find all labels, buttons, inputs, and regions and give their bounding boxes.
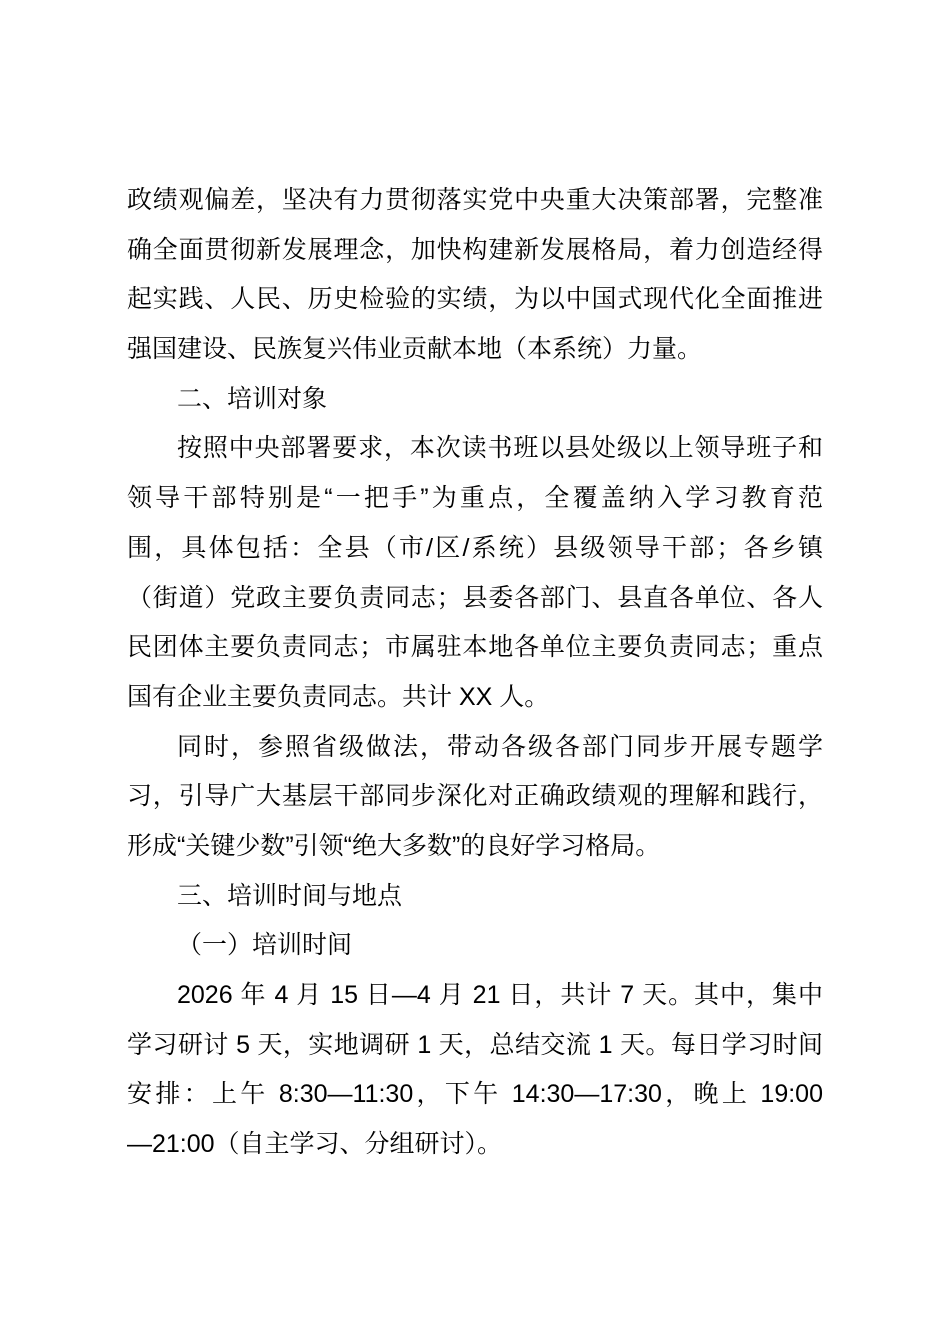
text-line: 围，具体包括：全县（市/区/系统）县级领导干部；各乡镇 — [127, 533, 823, 562]
text-line: 领导干部特别是“一把手”为重点，全覆盖纳入学习教育范 — [127, 484, 823, 513]
heading-line: 二、培训对象 — [177, 384, 328, 413]
text-line: 学习研讨 5 天，实地调研 1 天，总结交流 1 天。每日学习时间 — [127, 1030, 823, 1059]
paragraph-continuation — [127, 176, 823, 375]
paragraph-simultaneous-study — [127, 723, 823, 872]
text-line: （街道）党政主要负责同志；县委各部门、县直各单位、各人 — [127, 583, 823, 612]
section-heading-training-targets — [127, 375, 823, 425]
text-line: 国有企业主要负责同志。共计 XX 人。 — [127, 682, 550, 711]
text-line: 民团体主要负责同志；市属驻本地各单位主要负责同志；重点 — [127, 633, 823, 662]
text-line: 同时，参照省级做法，带动各级各部门同步开展专题学 — [177, 732, 823, 761]
text-line: 起实践、人民、历史检验的实绩，为以中国式现代化全面推进 — [127, 285, 823, 314]
subsection-heading-training-time — [127, 921, 823, 971]
text-line: 政绩观偏差，坚决有力贯彻落实党中央重大决策部署，完整准 — [127, 186, 823, 214]
paragraph-training-targets — [127, 424, 823, 722]
text-line: 强国建设、民族复兴伟业贡献本地（本系统）力量。 — [127, 335, 703, 364]
heading-line: （一）培训时间 — [177, 931, 353, 960]
section-heading-time-and-place — [127, 872, 823, 922]
text-line: 形成“关键少数”引领“绝大多数”的良好学习格局。 — [127, 831, 661, 860]
text-line: 安排：上午 8:30—11:30，下午 14:30—17:30，晚上 19:00 — [127, 1080, 823, 1109]
text-line: 2026 年 4 月 15 日—4 月 21 日，共计 7 天。其中，集中 — [177, 981, 823, 1009]
text-line: 按照中央部署要求，本次读书班以县处级以上领导班子和 — [177, 434, 823, 463]
text-line: 确全面贯彻新发展理念，加快构建新发展格局，着力创造经得 — [127, 235, 823, 264]
text-line: 习，引导广大基层干部同步深化对正确政绩观的理解和践行， — [127, 782, 823, 811]
text-line: —21:00（自主学习、分组研讨）。 — [127, 1130, 503, 1159]
paragraph-training-schedule — [127, 971, 823, 1170]
heading-line: 三、培训时间与地点 — [177, 881, 403, 910]
